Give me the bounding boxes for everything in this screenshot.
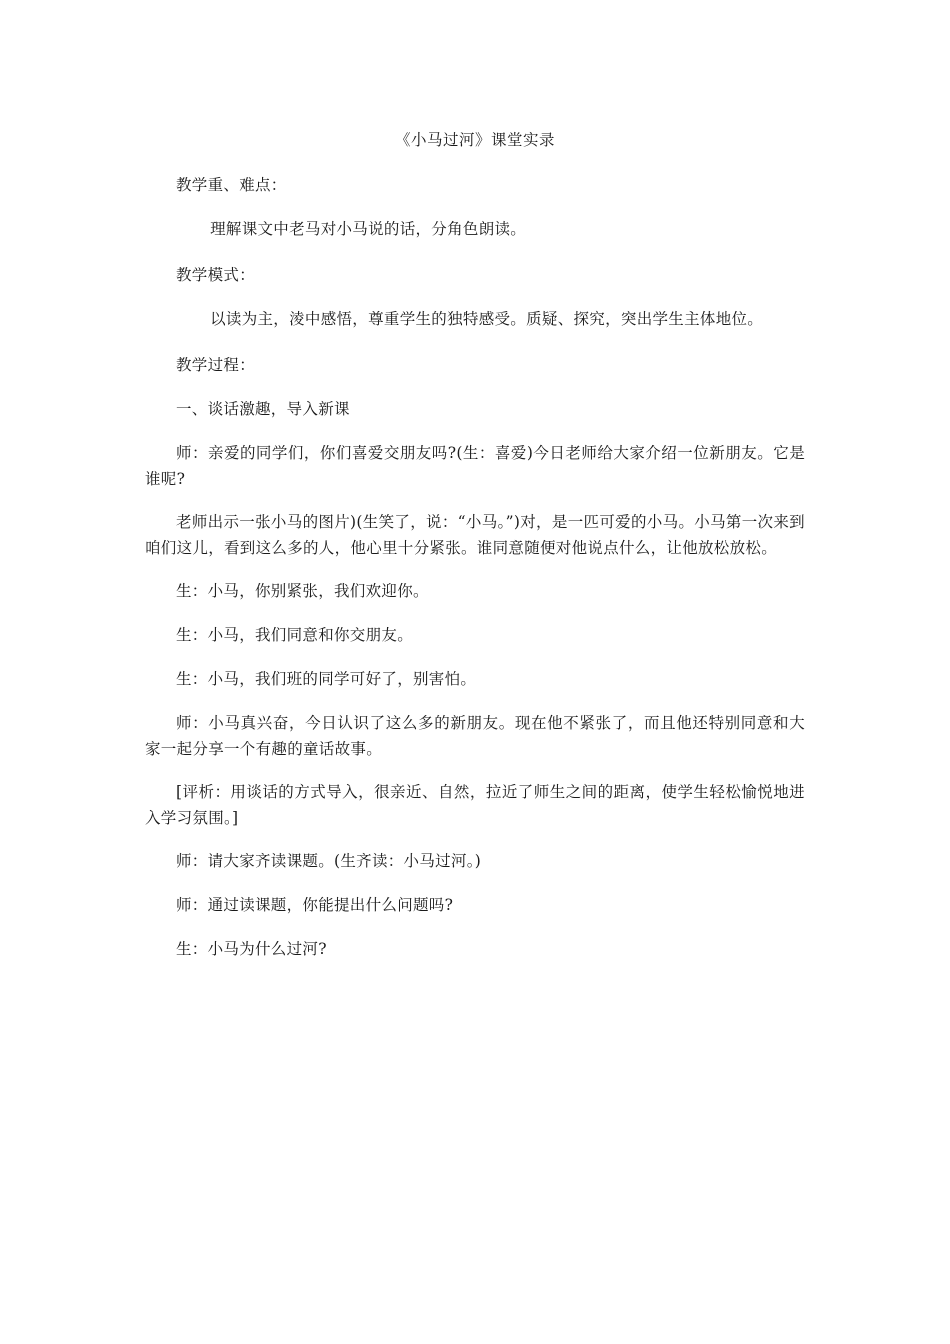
paragraph-teacher-1: 师：亲爱的同学们，你们喜爱交朋友吗?(生：喜爱)今日老师给大家介绍一位新朋友。它是谁呢? <box>145 444 805 488</box>
heading-teaching-process: 教学过程： <box>176 356 256 374</box>
section-heading-intro: 一、谈话激趣，导入新课 <box>176 400 350 418</box>
document-body <box>145 172 805 980</box>
paragraph-student-2: 生：小马，我们同意和你交朋友。 <box>176 626 414 644</box>
paragraph-teaching-mode: 以读为主，淩中感悟，尊重学生的独特感受。质疑、探究，突出学生主体地位。 <box>210 310 764 328</box>
heading-key-points: 教学重、难点： <box>176 176 287 194</box>
paragraph-teacher-3: 师：小马真兴奋，今日认识了这么多的新朋友。现在他不紧张了，而且他还特别同意和大家一起分享一个有趣的童话故事。 <box>145 714 805 758</box>
heading-teaching-mode: 教学模式： <box>176 266 256 284</box>
paragraph-teacher-2: 老师出示一张小马的图片)(生笑了，说：“小马。”)对，是一匹可爱的小马。小马第一次来到咱们这儿，看到这么多的人，他心里十分紧张。谁同意随便对他说点什么，让他放松放松。 <box>145 513 805 557</box>
paragraph-commentary: [评析：用谈话的方式导入，很亲近、自然，拉近了师生之间的距离，使学生轻松愉悦地进入学习氛围。] <box>145 783 805 827</box>
paragraph-key-points: 理解课文中老马对小马说的话，分角色朗读。 <box>210 220 527 238</box>
paragraph-student-1: 生：小马，你别紧张，我们欢迎你。 <box>176 582 429 600</box>
paragraph-student-3: 生：小马，我们班的同学可好了，别害怕。 <box>176 670 477 688</box>
paragraph-student-4: 生：小马为什么过河? <box>176 940 327 958</box>
paragraph-teacher-4: 师：请大家齐读课题。(生齐读：小马过河。) <box>176 852 482 870</box>
paragraph-teacher-5: 师：通过读课题，你能提出什么问题吗? <box>176 896 454 914</box>
document-title: 《小马过河》课堂实录 <box>394 131 555 149</box>
